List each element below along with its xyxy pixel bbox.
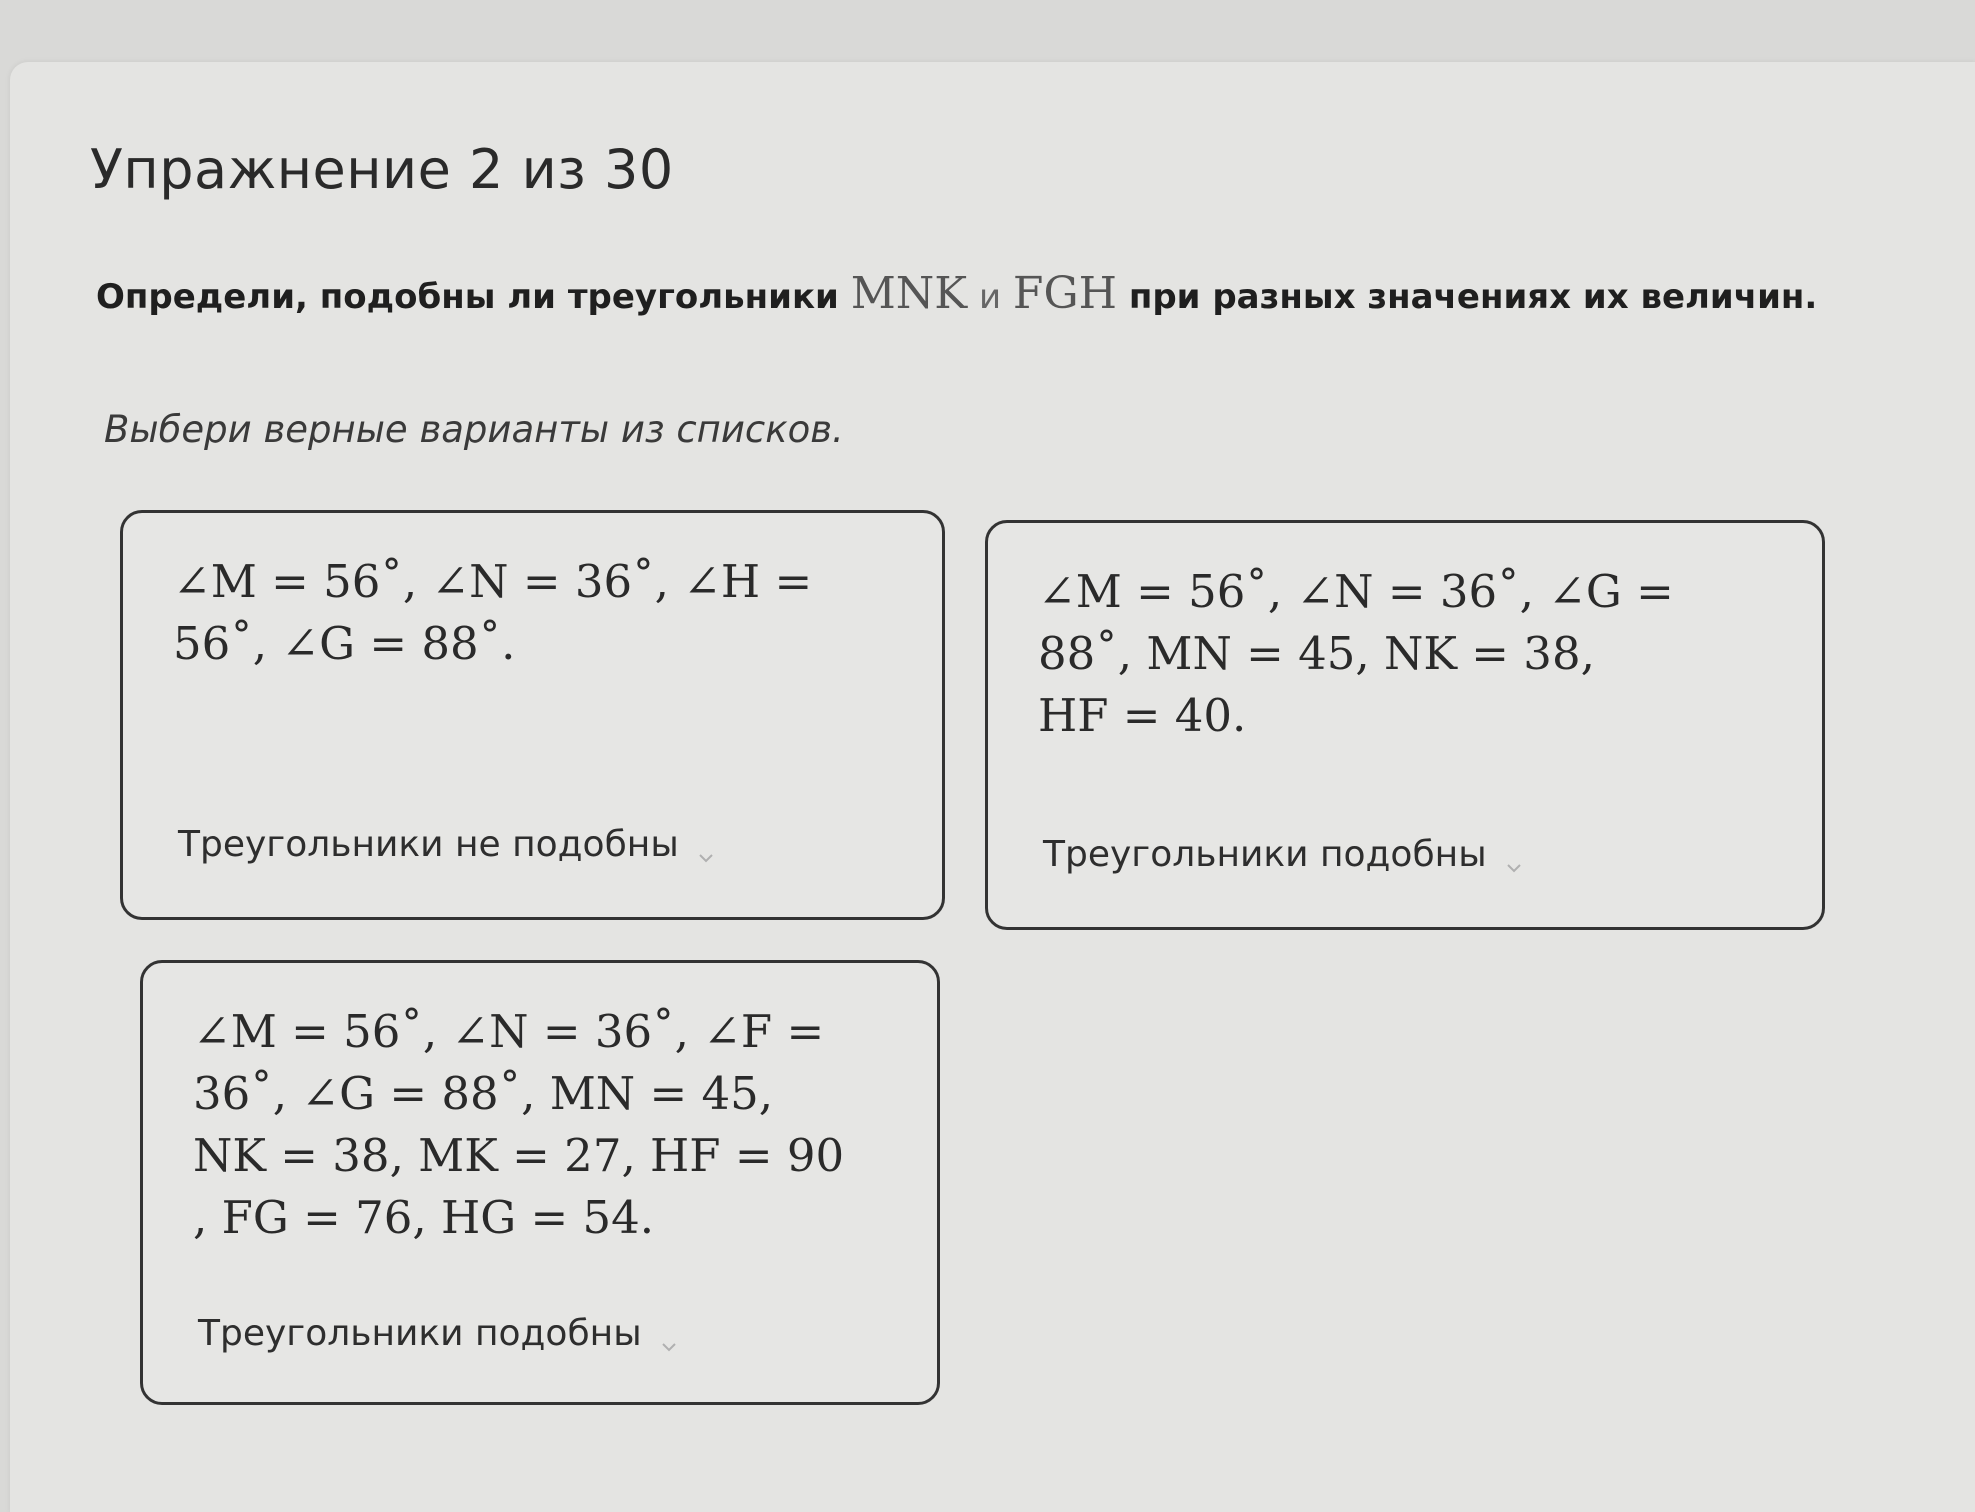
formula-line: 88˚, MN = 45, NK = 38, bbox=[1038, 627, 1595, 680]
question-prefix: Определи, подобны ли треугольники bbox=[96, 277, 839, 317]
answer-card-3 bbox=[140, 960, 940, 1405]
card-2-formula bbox=[1038, 561, 1792, 747]
formula-line: , FG = 76, HG = 54. bbox=[193, 1191, 655, 1244]
exercise-title: Упражнение 2 из 30 bbox=[90, 138, 674, 201]
chevron-down-icon bbox=[696, 836, 716, 856]
card-3-formula bbox=[193, 1001, 907, 1249]
instruction-hint: Выбери верные варианты из списков. bbox=[104, 408, 844, 451]
formula-line: NK = 38, MK = 27, HF = 90 bbox=[193, 1129, 845, 1182]
formula-line: 36˚, ∠G = 88˚, MN = 45, bbox=[193, 1067, 774, 1120]
answer-card-2 bbox=[985, 520, 1825, 930]
answer-card-1 bbox=[120, 510, 945, 920]
formula-line: ∠M = 56˚, ∠N = 36˚, ∠H = bbox=[173, 555, 813, 608]
card-3-answer-dropdown[interactable] bbox=[198, 1313, 679, 1354]
question-suffix: при разных значениях их величин. bbox=[1128, 277, 1818, 317]
chevron-down-icon bbox=[659, 1325, 679, 1345]
formula-line: ∠M = 56˚, ∠N = 36˚, ∠F = bbox=[193, 1005, 825, 1058]
dropdown-selected-value: Треугольники подобны bbox=[1043, 834, 1487, 875]
card-1-formula bbox=[173, 551, 912, 675]
formula-line: ∠M = 56˚, ∠N = 36˚, ∠G = bbox=[1038, 565, 1674, 618]
question-and: и bbox=[978, 277, 1002, 317]
triangle-1-label: MNK bbox=[850, 268, 968, 319]
card-2-answer-dropdown[interactable] bbox=[1043, 834, 1524, 875]
chevron-down-icon bbox=[1504, 846, 1524, 866]
card-1-answer-dropdown[interactable] bbox=[178, 824, 716, 865]
formula-line: HF = 40. bbox=[1038, 689, 1247, 742]
formula-line: 56˚, ∠G = 88˚. bbox=[173, 617, 516, 670]
dropdown-selected-value: Треугольники подобны bbox=[198, 1313, 642, 1354]
dropdown-selected-value: Треугольники не подобны bbox=[178, 824, 679, 865]
question-text bbox=[96, 268, 1817, 319]
triangle-2-label: FGH bbox=[1012, 268, 1117, 319]
